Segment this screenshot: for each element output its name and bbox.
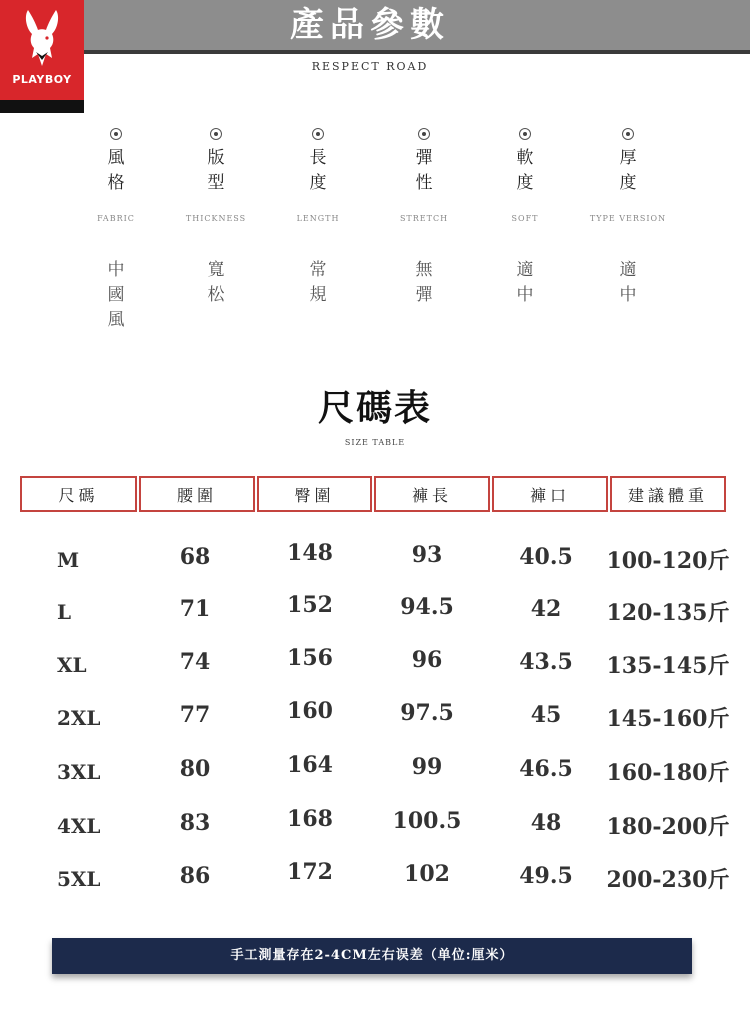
param-length <box>263 128 373 305</box>
param-en-label: THICKNESS <box>185 214 247 223</box>
param-value: 適中 <box>619 260 637 305</box>
param-value: 寬松 <box>207 260 225 305</box>
header-size: 尺碼 <box>20 476 137 512</box>
logo-red-panel <box>0 0 84 100</box>
table-cell: 40.5 <box>519 544 573 570</box>
param-en-label: FABRIC <box>97 214 135 223</box>
table-cell: 48 <box>530 810 562 836</box>
measurement-note: 手工測量存在2-4CM左右误差（单位:厘米） <box>52 938 692 974</box>
size-label-cell: XL <box>57 653 87 677</box>
radio-dot-icon <box>110 128 122 140</box>
param-label: 長度 <box>309 148 327 193</box>
table-cell: 102 <box>404 861 450 887</box>
table-cell: 172 <box>287 859 333 885</box>
page-title: 產品參數 <box>290 5 450 45</box>
param-value: 中國風 <box>107 260 125 330</box>
param-en-label: LENGTH <box>296 214 340 223</box>
param-softness <box>470 128 580 305</box>
table-cell: 68 <box>179 544 211 570</box>
param-label: 版型 <box>207 148 225 193</box>
table-cell: 43.5 <box>519 649 573 675</box>
param-label: 軟度 <box>516 148 534 193</box>
table-cell: 100-120斤 <box>606 548 730 574</box>
table-cell: 164 <box>287 752 333 778</box>
table-cell: 145-160斤 <box>606 706 730 732</box>
table-cell: 46.5 <box>519 756 573 782</box>
param-en-label: STRETCH <box>399 214 449 223</box>
param-en-label: SOFT <box>511 214 539 223</box>
size-table-title: 尺碼表 <box>317 387 432 429</box>
table-cell: 49.5 <box>519 863 573 889</box>
radio-dot-icon <box>312 128 324 140</box>
param-value: 常規 <box>309 260 327 305</box>
radio-dot-icon <box>418 128 430 140</box>
size-label-cell: M <box>57 548 80 572</box>
table-cell: 74 <box>179 649 211 675</box>
radio-dot-icon <box>622 128 634 140</box>
page-subtitle: RESPECT ROAD <box>311 60 429 73</box>
size-label-cell: 3XL <box>57 760 101 784</box>
table-cell: 160 <box>287 698 333 724</box>
param-thickness <box>573 128 683 305</box>
param-en-label: TYPE VERSION <box>589 214 667 223</box>
param-value: 適中 <box>516 260 534 305</box>
bunny-icon <box>20 8 64 70</box>
table-cell: 77 <box>179 702 211 728</box>
table-cell: 86 <box>179 863 211 889</box>
size-label-cell: L <box>57 600 72 624</box>
table-cell: 97.5 <box>400 700 454 726</box>
table-cell: 45 <box>530 702 562 728</box>
param-label: 彈性 <box>415 148 433 193</box>
header-pants-length: 褲長 <box>374 476 490 512</box>
size-label-cell: 2XL <box>57 706 101 730</box>
header-underline <box>84 50 750 54</box>
table-cell: 152 <box>287 592 333 618</box>
param-label: 風格 <box>107 148 125 193</box>
table-cell: 71 <box>179 596 211 622</box>
table-cell: 168 <box>287 806 333 832</box>
size-label-cell: 5XL <box>57 867 101 891</box>
size-table-subtitle: SIZE TABLE <box>344 438 406 447</box>
table-cell: 200-230斤 <box>606 867 730 893</box>
table-cell: 94.5 <box>400 594 454 620</box>
param-style <box>61 128 171 330</box>
table-cell: 96 <box>411 647 443 673</box>
table-cell: 42 <box>530 596 562 622</box>
param-stretch <box>369 128 479 305</box>
brand-name: PLAYBOY <box>12 73 72 86</box>
table-cell: 135-145斤 <box>606 653 730 679</box>
param-fit <box>161 128 271 305</box>
table-cell: 148 <box>287 540 333 566</box>
radio-dot-icon <box>210 128 222 140</box>
header-leg-opening: 褲口 <box>492 476 608 512</box>
table-cell: 99 <box>411 754 443 780</box>
param-label: 厚度 <box>619 148 637 193</box>
table-cell: 93 <box>411 542 443 568</box>
table-cell: 120-135斤 <box>606 600 730 626</box>
table-cell: 156 <box>287 645 333 671</box>
header-waist: 腰圍 <box>139 476 255 512</box>
table-cell: 160-180斤 <box>606 760 730 786</box>
table-cell: 80 <box>179 756 211 782</box>
size-label-cell: 4XL <box>57 814 101 838</box>
header-hip: 臀圍 <box>257 476 372 512</box>
radio-dot-icon <box>519 128 531 140</box>
table-cell: 83 <box>179 810 211 836</box>
header-suggested-weight: 建議體重 <box>610 476 726 512</box>
table-cell: 100.5 <box>392 808 462 834</box>
table-cell: 180-200斤 <box>606 814 730 840</box>
brand-logo <box>0 0 84 113</box>
param-value: 無彈 <box>415 260 433 305</box>
